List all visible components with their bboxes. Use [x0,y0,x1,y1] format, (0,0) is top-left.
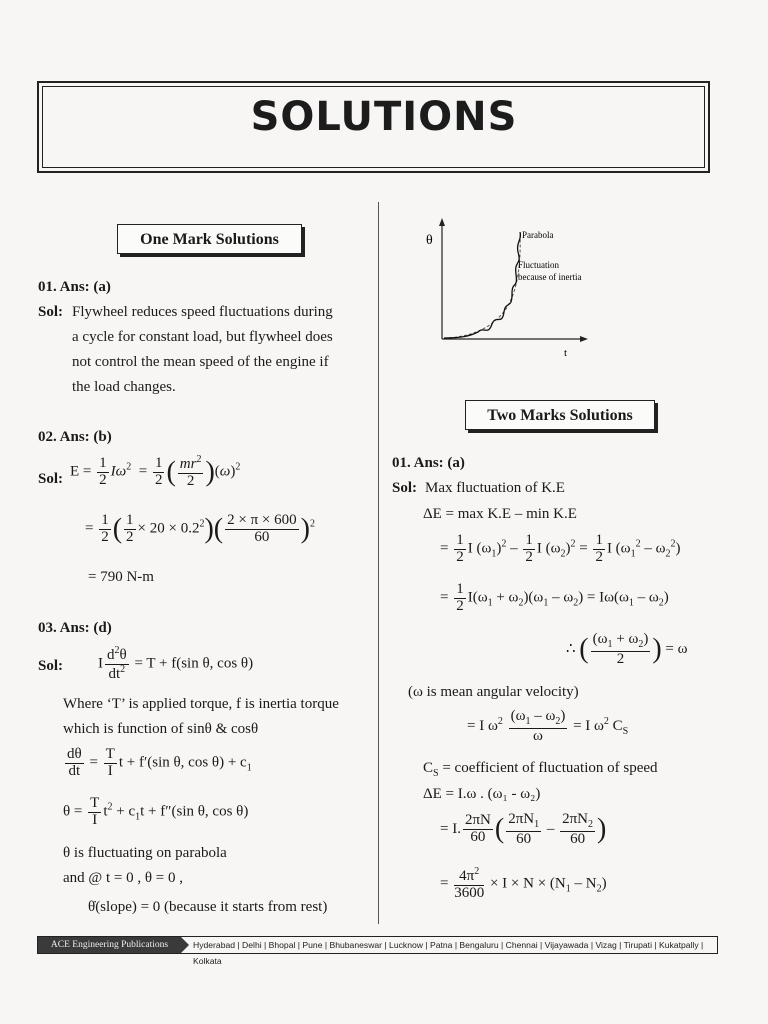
tm-q1-answer: 01. Ans: (a) [392,455,465,471]
q2-substitution: = $\frac{1}{2}$ ( $\frac{1}{2}$ × $20 \times 0.2^2$)( $\frac{2 \times \pi \times 600}{60}$ )$^2$ [85,512,315,545]
tm-q1-rpm-substitution: = I. $\frac{2\pi N}{60}$ ( $\frac{2\pi N_1}{60}$ – $\frac{2\pi N_2}{60}$ ) [440,811,607,847]
tm-q1-ke-difference: = $\frac{1}{2}$ I $(\omega_1)^2$ – $\frac{1}{2}$ I $(\omega_2)^2$ = $\frac{1}{2}$ I $(\omega_1^2 - \omega_2^2)$ [440,532,681,565]
graph-annotation-fluctuation: Fluctuation [518,260,559,270]
q2-energy-equation: E = $\frac{1}{2}$ $I\omega^2$ = $\frac{1}{2}$ ( $\frac{mr^2}{2}$ )$(\omega)^2$ [70,454,241,489]
q2-result: = 790 N-m [88,569,154,585]
q2-sol-label: Sol: [38,471,64,487]
footer-arrow-icon [181,937,189,953]
fluctuation-graph [412,214,612,364]
page-title: SOLUTIONS [250,94,518,140]
tm-q1-mean-omega: ∴ ( $\frac{(\omega_1 + \omega_2)}{2}$ ) = ω [566,631,688,667]
x-axis-arrow [580,336,588,342]
tm-q1-sol-label: Sol: [392,480,418,496]
q2-answer: 02. Ans: (b) [38,429,112,445]
q3-equation-of-motion: I $\frac{d^2\theta}{dt^2}$ = T + f(sin θ, cos θ) [98,645,254,682]
tm-q1-cs-note: $C_S$ = coefficient of fluctuation of speed [423,760,658,779]
q3-line-5-text: (slope) = 0 (because it starts from rest) [95,899,328,915]
graph-annotation-inertia: because of inertia [518,272,582,282]
cs-symbol: C [423,760,434,776]
two-marks-heading: Two Marks Solutions [465,400,655,430]
q3-first-integral: $\frac{d\theta}{dt}$ = $\frac{T}{I}$ t + f′(sin θ, $\cos \theta) + c_1$ [67,746,252,779]
q3-answer: 03. Ans: (d) [38,620,112,636]
q3-line-2: which is function of sinθ & cosθ [63,721,259,737]
footer-publisher: ACE Engineering Publications [38,937,181,953]
tm-q1-final: = $\frac{4\pi^2}{3600}$ × $I \times N \times (N_1 - N_2)$ [440,866,607,901]
y-axis-arrow [439,218,445,226]
q3-line-1: Where ‘T’ is applied torque, f is inertia torque [63,696,339,712]
theta-dot-symbol: θ̇ [88,899,96,915]
footer-bar [37,936,718,966]
tm-q1-cs-equation: = I $\omega^2$ $\frac{(\omega_1 - \omega_2)}{\omega}$ = I $\omega^2$ $C_S$ [467,708,629,744]
tm-q1-sol-text: Max fluctuation of K.E [425,480,565,496]
parabola-curve [444,234,520,338]
cs-definition: = coefficient of fluctuation of speed [438,760,658,776]
q3-sol-label: Sol: [38,658,64,674]
one-mark-heading: One Mark Solutions [117,224,302,254]
q3-line-3: θ is fluctuating on parabola [63,845,227,861]
footer-cities: Hyderabad | Delhi | Bhopal | Pune | Bhubaneswar | Lucknow | Patna | Bengaluru | Chennai | Vijayawada | Vizag | Tirupati | Kukatpally | Kolkata [193,940,704,966]
q3-second-integral: θ = $\frac{T}{I}$ $t^2 + c_1t + f''(\sin$ θ, cos θ) [63,795,249,828]
tm-q1-mean-note: (ω is mean angular velocity) [408,684,579,700]
graph-y-label: θ [426,233,433,248]
q1-line-3: not control the mean speed of the engine if [72,354,329,370]
q1-line-2: a cycle for constant load, but flywheel does [72,329,333,345]
tm-q1-factored: = $\frac{1}{2}$ $I(\omega_1 + \omega_2)(\omega_1 - \omega_2) = I\omega(\omega_1 - \omega_2)$ [440,581,669,614]
column-divider [378,202,379,924]
graph-annotation-parabola: Parabola [522,230,554,240]
q3-line-4: and @ t = 0 , θ = 0 , [63,870,183,886]
q1-line-1: Flywheel reduces speed fluctuations during [72,304,333,320]
graph-x-label: t [564,347,568,359]
q1-line-4: the load changes. [72,379,176,395]
q3-line-5 [88,900,327,915]
q1-answer: 01. Ans: (a) [38,279,111,295]
tm-q1-delta-e: ΔE = max K.E – min K.E [423,506,577,522]
fluctuation-curve [444,232,520,338]
tm-q1-de-line: ΔE = I.ω . (ω₁ - ω₂) [423,786,541,802]
q1-sol-label: Sol: [38,304,64,320]
